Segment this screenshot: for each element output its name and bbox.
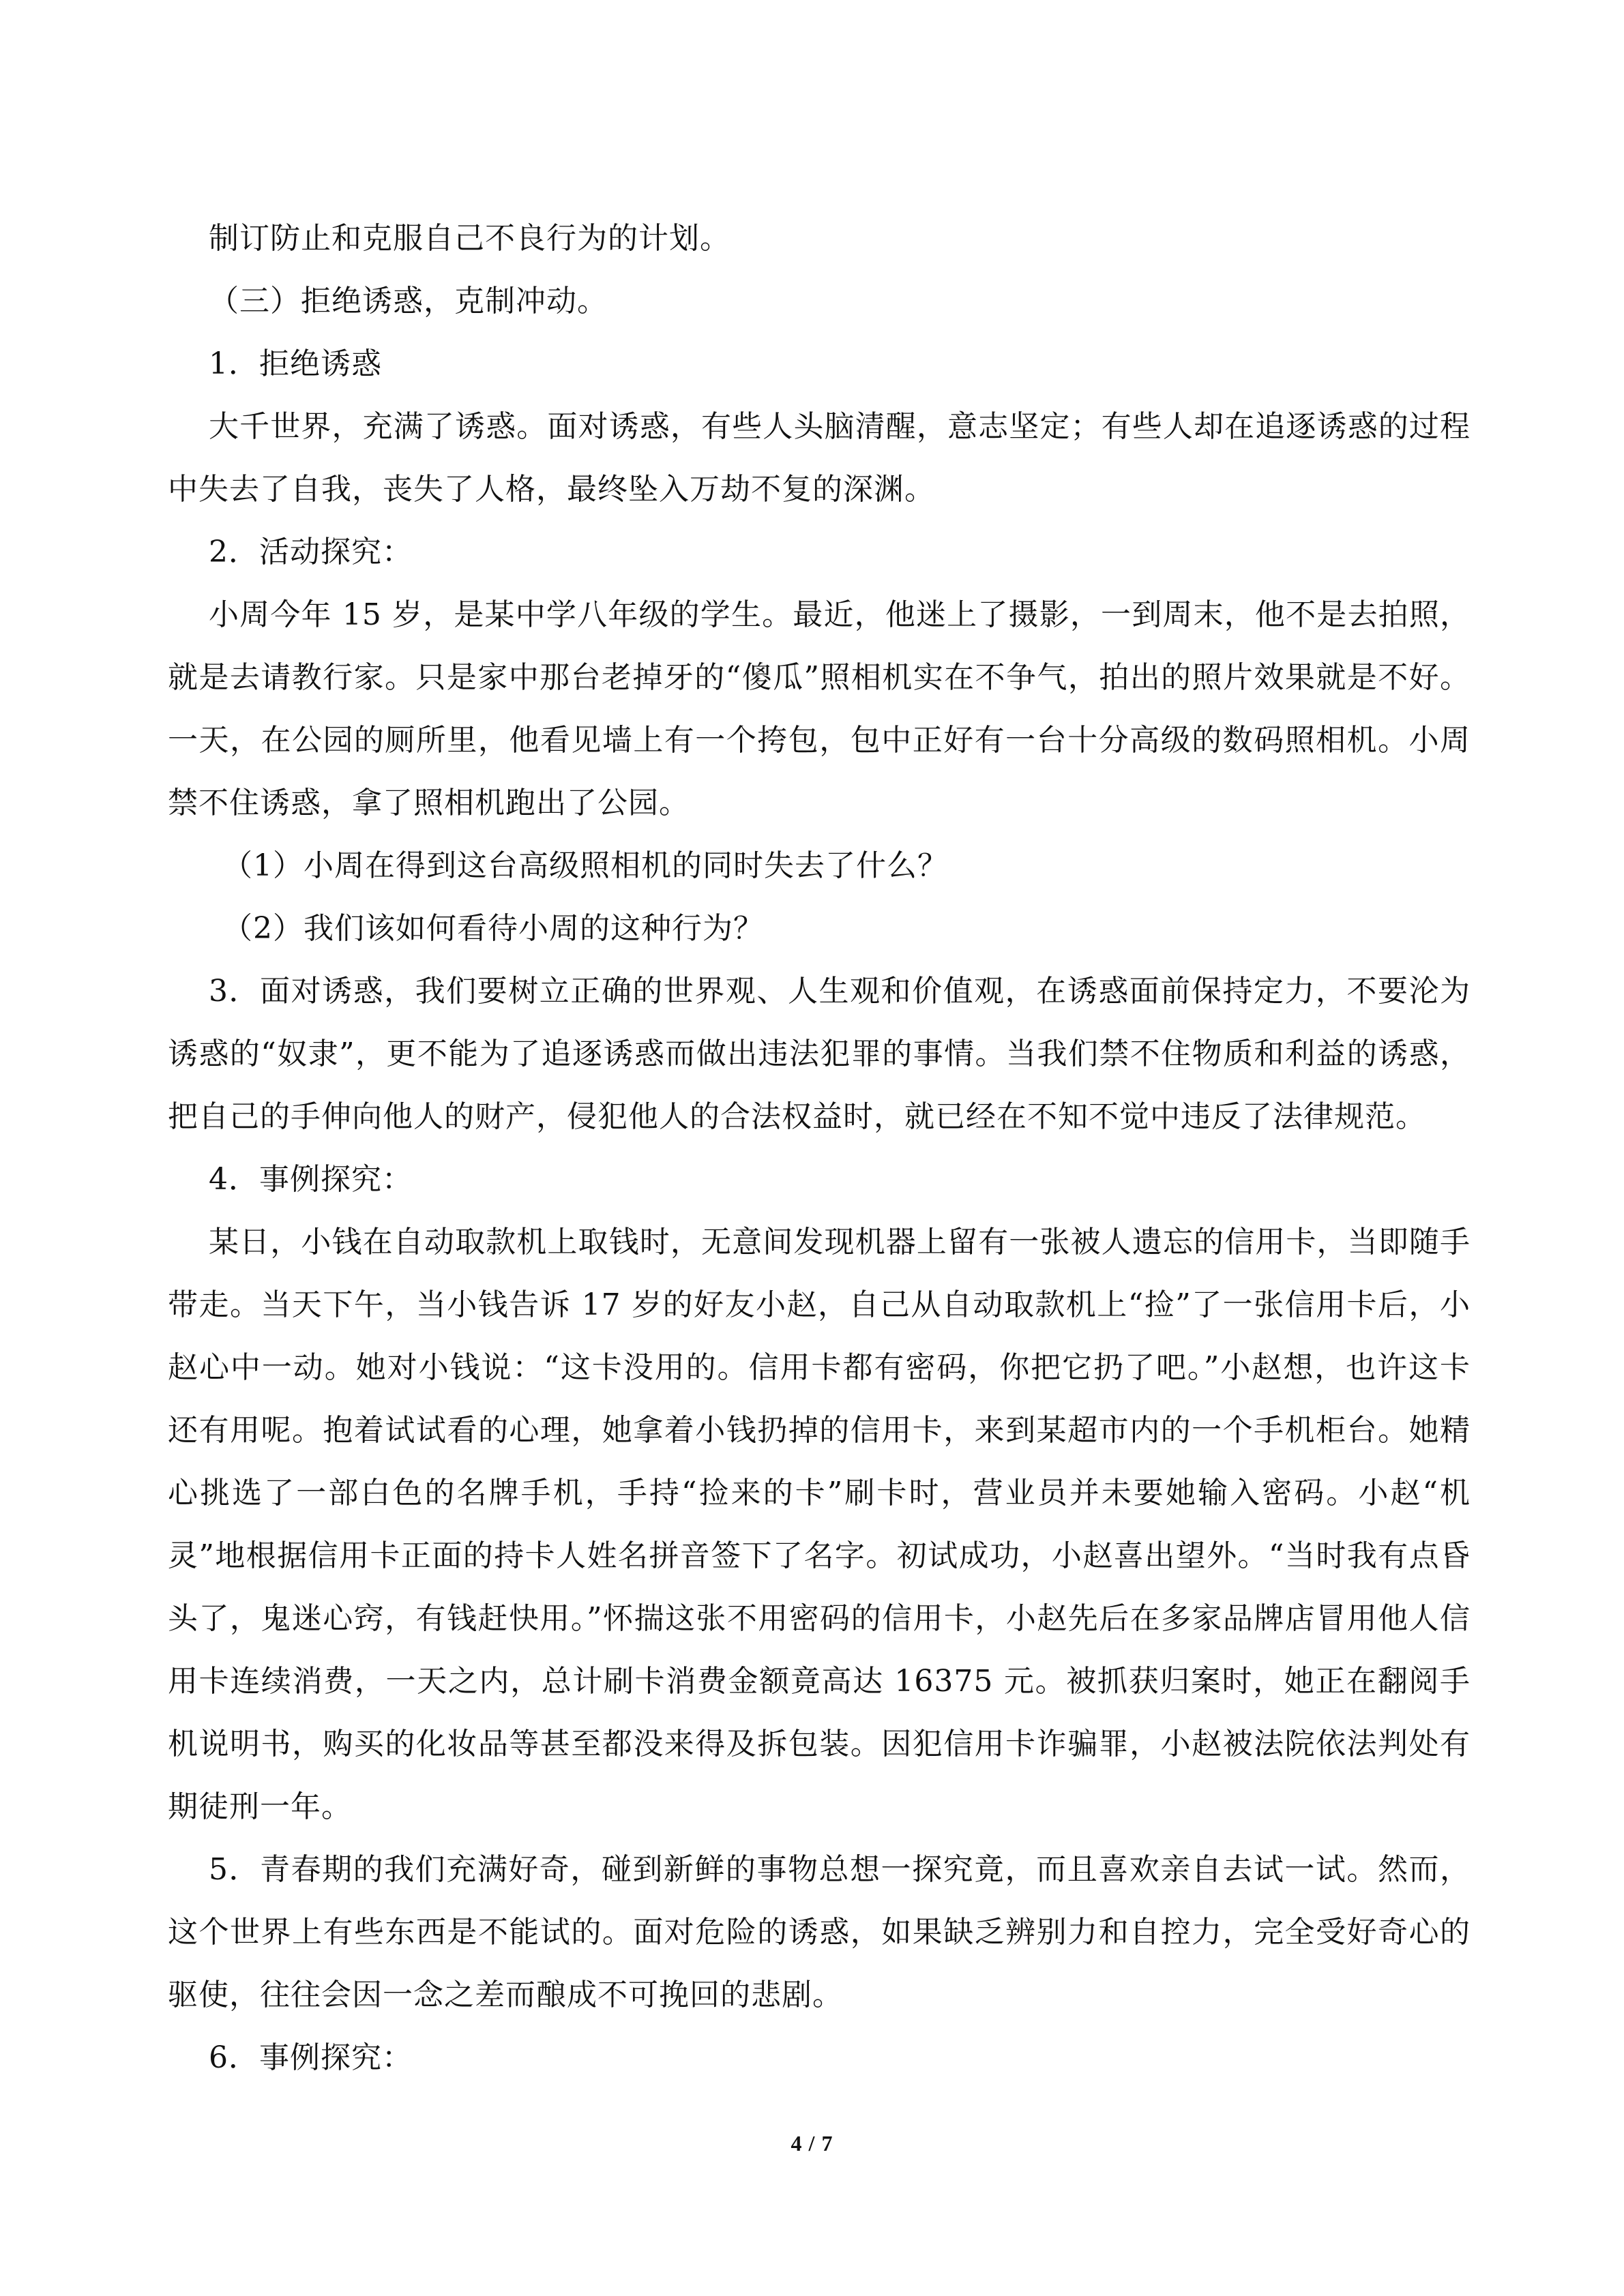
page-number: 4 / 7	[791, 2131, 833, 2156]
question-2: （2）我们该如何看待小周的这种行为？	[222, 911, 764, 946]
subheading-case-study-6: 6．事例探究：	[209, 2040, 413, 2075]
document-body	[168, 207, 1471, 2089]
paragraph-temptation-world: 大千世界，充满了诱惑。面对诱惑，有些人头脑清醒，意志坚定；有些人却在追逐诱惑的过程中失去了自我，丧失了人格，最终坠入万劫不复的深渊。	[168, 409, 1471, 507]
paragraph-plan: 制订防止和克服自己不良行为的计划。	[209, 221, 730, 256]
paragraph-credit-card-case: 某日，小钱在自动取款机上取钱时，无意间发现机器上留有一张被人遗忘的信用卡，当即随手带走。当天下午，当小钱告诉 17 岁的好友小赵，自己从自动取款机上“捡”了一张信用卡后，小赵心中一动。她对小钱说：“这卡没用的。信用卡都有密码，你把它扔了吧。”小赵想，也许这卡还有用呢。抱着试试看的心理，她拿着小钱扔掉的信用卡，来到某超市内的一个手机柜台。她精心挑选了一部白色的名牌手机，手持“捡来的卡”刷卡时，营业员并未要她输入密码。小赵“机灵”地根据信用卡正面的持卡人姓名拼音签下了名字。初试成功，小赵喜出望外。“当时我有点昏头了，鬼迷心窍，有钱赶快用。”怀揣这张不用密码的信用卡，小赵先后在多家品牌店冒用他人信用卡连续消费，一天之内，总计刷卡消费金额竟高达 16375 元。被抓获归案时，她正在翻阅手机说明书，购买的化妆品等甚至都没来得及拆包装。因犯信用卡诈骗罪，小赵被法院依法判处有期徒刑一年。	[168, 1225, 1471, 1824]
subheading-case-study-4: 4．事例探究：	[209, 1162, 413, 1197]
paragraph-xiaozhou-story: 小周今年 15 岁，是某中学八年级的学生。最近，他迷上了摄影，一到周末，他不是去拍照，就是去请教行家。只是家中那台老掉牙的“傻瓜”照相机实在不争气，拍出的照片效果就是不好。一天，在公园的厕所里，他看见墙上有一个挎包，包中正好有一台十分高级的数码照相机。小周禁不住诱惑，拿了照相机跑出了公园。	[168, 597, 1471, 820]
paragraph-adolescence-curiosity: 5．青春期的我们充满好奇，碰到新鲜的事物总想一探究竟，而且喜欢亲自去试一试。然而，这个世界上有些东西是不能试的。面对危险的诱惑，如果缺乏辨别力和自控力，完全受好奇心的驱使，往往会因一念之差而酿成不可挽回的悲剧。	[168, 1852, 1471, 2012]
paragraph-face-temptation: 3．面对诱惑，我们要树立正确的世界观、人生观和价值观，在诱惑面前保持定力，不要沦为诱惑的“奴隶”，更不能为了追逐诱惑而做出违法犯罪的事情。当我们禁不住物质和利益的诱惑，把自己的手伸向他人的财产，侵犯他人的合法权益时，就已经在不知不觉中违反了法律规范。	[168, 974, 1471, 1134]
question-1: （1）小周在得到这台高级照相机的同时失去了什么？	[222, 848, 948, 883]
section-heading-3: （三）拒绝诱惑，克制冲动。	[209, 284, 608, 318]
subheading-refuse-temptation: 1．拒绝诱惑	[209, 346, 382, 381]
subheading-activity: 2．活动探究：	[209, 535, 413, 569]
